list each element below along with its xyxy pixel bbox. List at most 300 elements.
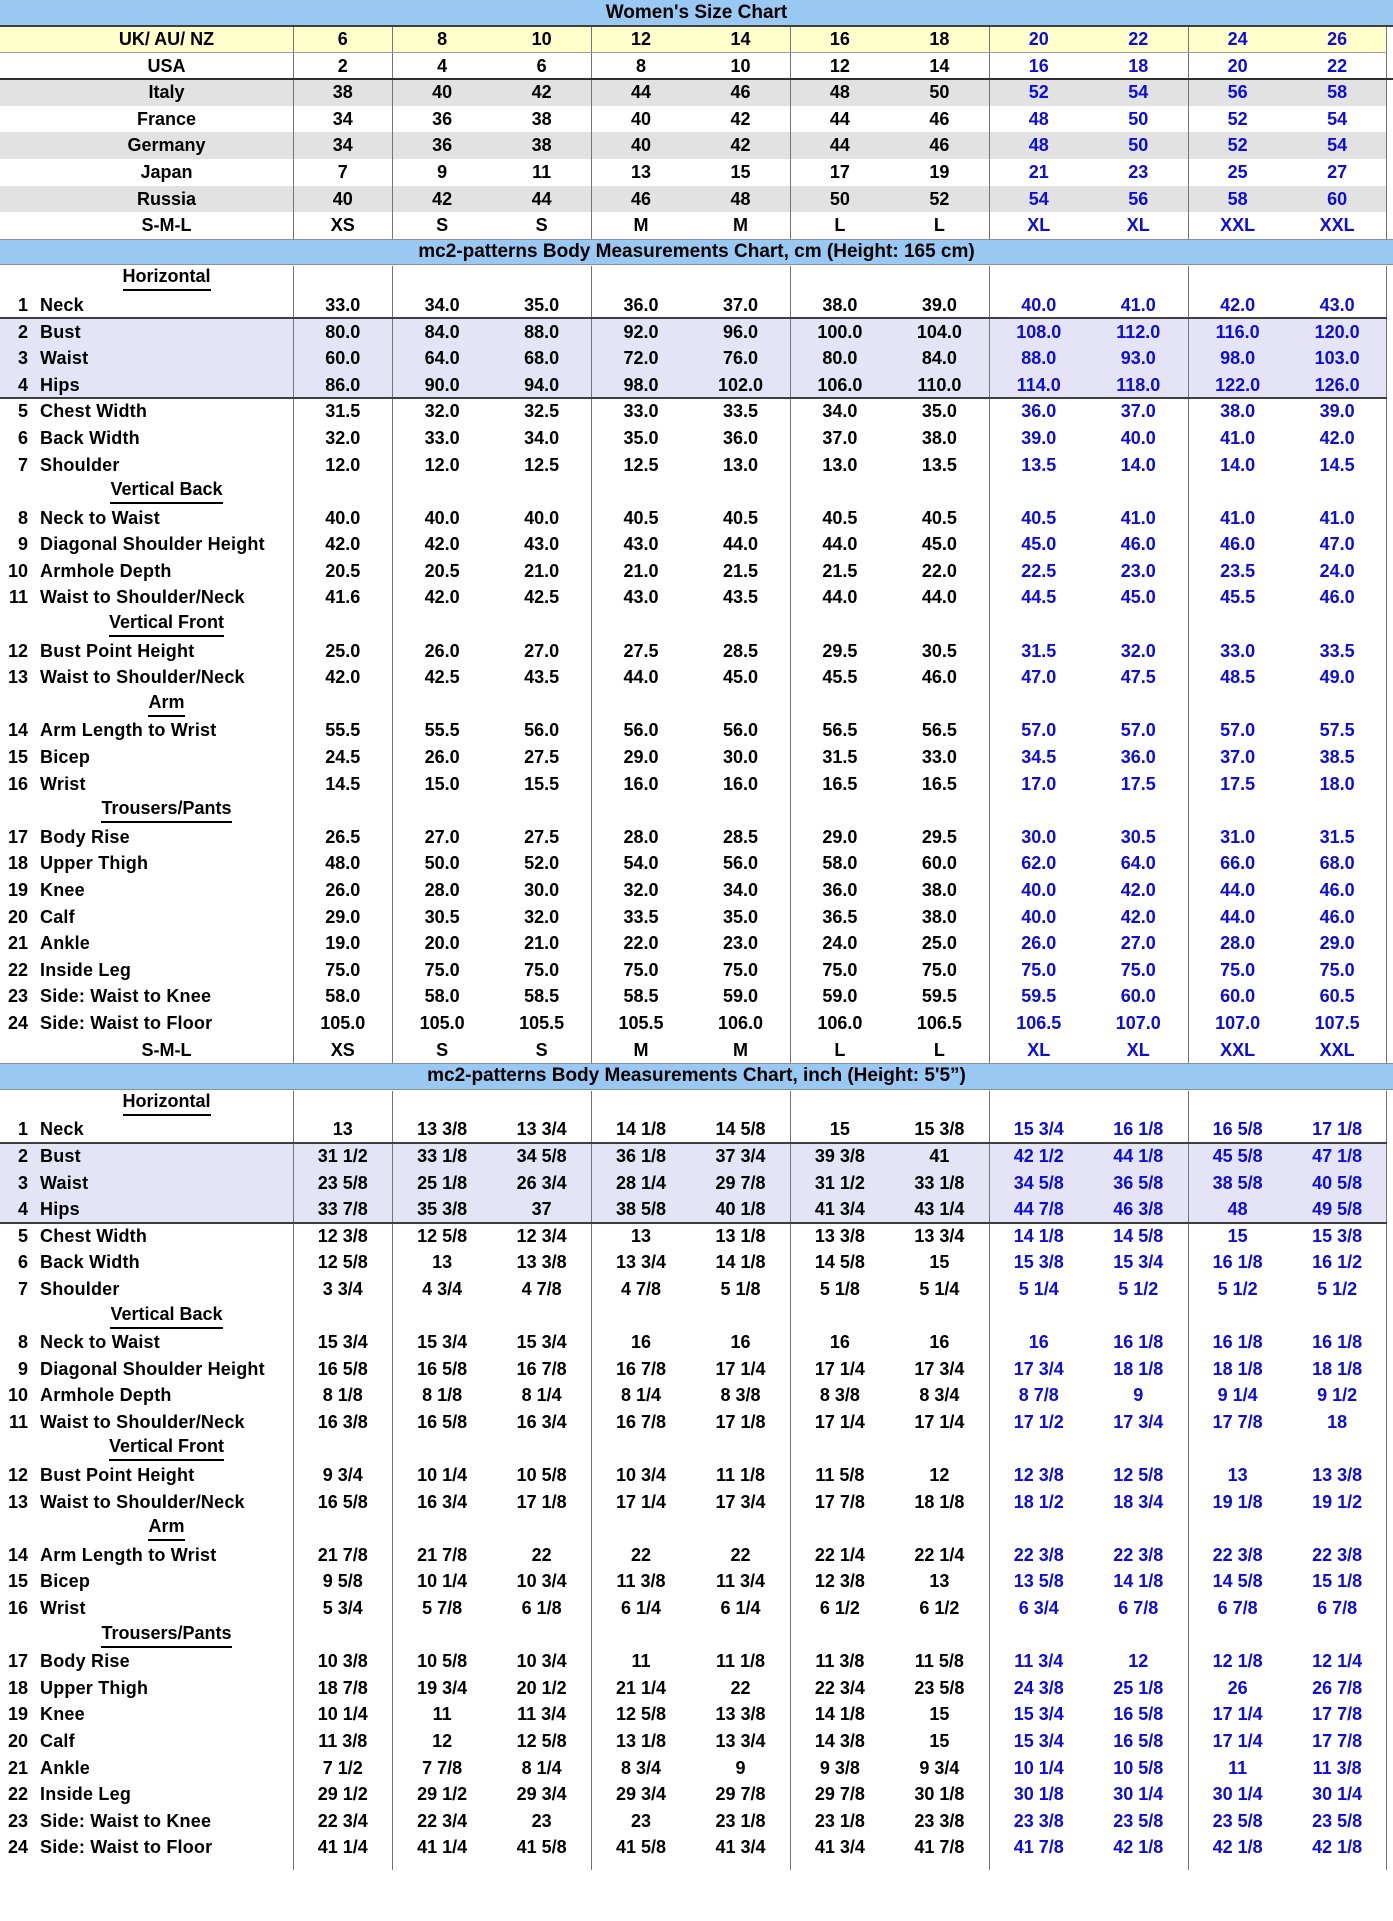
value-cell: 54.0 <box>623 853 659 874</box>
value-cell: 12 5/8 <box>1113 1465 1164 1486</box>
value-cell: 45.0 <box>1120 587 1156 608</box>
value-cell: 39.0 <box>921 294 957 315</box>
value-cell: 14.0 <box>1220 454 1256 475</box>
value-cell: 33 1/8 <box>417 1145 468 1166</box>
measurement-name: Waist <box>40 348 89 369</box>
value-cell: 16 1/2 <box>1312 1252 1363 1273</box>
value-cell: 22 3/8 <box>1212 1544 1263 1565</box>
measurement-name: Ankle <box>40 1757 91 1778</box>
value-cell: 40.5 <box>822 507 858 528</box>
table-row <box>0 904 1387 931</box>
value-cell: 41 5/8 <box>516 1837 567 1858</box>
value-cell: 28.5 <box>722 826 758 847</box>
column-divider-line <box>989 266 990 1063</box>
value-cell: 8 3/8 <box>720 1385 761 1406</box>
value-cell: 17 7/8 <box>814 1491 865 1512</box>
value-cell: 22 3/4 <box>814 1677 865 1698</box>
value-cell: 38 <box>531 108 552 129</box>
value-cell: 46.0 <box>1120 534 1156 555</box>
value-cell: 17 3/4 <box>914 1358 965 1379</box>
value-cell: 15 3/4 <box>1013 1704 1064 1725</box>
value-cell: 17 1/4 <box>814 1358 865 1379</box>
value-cell: 30 1/4 <box>1312 1784 1363 1805</box>
value-cell: 27.5 <box>524 826 560 847</box>
row-number: 3 <box>17 1172 28 1193</box>
row-label: USA <box>147 55 186 76</box>
value-cell: XL <box>1126 1039 1150 1060</box>
value-cell: 47 1/8 <box>1312 1145 1363 1166</box>
table-row <box>0 957 1387 984</box>
value-cell: 50.0 <box>424 853 460 874</box>
table-row <box>0 930 1387 957</box>
value-cell: 13.0 <box>822 454 858 475</box>
measurement-name: Arm Length to Wrist <box>40 720 217 741</box>
measurement-name: Diagonal Shoulder Height <box>40 1358 265 1379</box>
value-cell: 23.0 <box>722 933 758 954</box>
value-cell: 43.0 <box>623 534 659 555</box>
value-cell: 13 3/8 <box>1312 1465 1363 1486</box>
value-cell: 29.0 <box>325 906 361 927</box>
row-label <box>0 1170 293 1197</box>
value-cell: 9 1/2 <box>1317 1385 1358 1406</box>
value-cell: 50 <box>1128 135 1149 156</box>
table-row <box>0 1568 1387 1595</box>
value-cell: 44 <box>531 188 552 209</box>
value-cell: 43.0 <box>1319 294 1355 315</box>
measurement-name: Body Rise <box>40 826 130 847</box>
row-label <box>0 558 293 585</box>
value-cell: 13 1/8 <box>715 1225 766 1246</box>
value-cell: 36.0 <box>722 427 758 448</box>
value-cell: 44.0 <box>822 587 858 608</box>
value-cell: 16 7/8 <box>516 1358 567 1379</box>
measurement-name: Upper Thigh <box>40 853 149 874</box>
value-cell: XL <box>1126 215 1150 236</box>
value-cell: 13 5/8 <box>1013 1571 1064 1592</box>
row-label: France <box>136 108 197 129</box>
value-cell: 23 <box>531 1810 552 1831</box>
row-divider-line <box>0 1222 1387 1224</box>
value-cell: 26.0 <box>325 880 361 900</box>
value-cell: 29.5 <box>822 640 858 661</box>
value-cell: 24 3/8 <box>1013 1677 1064 1698</box>
value-cell: 88.0 <box>524 321 560 342</box>
row-label <box>0 398 293 425</box>
table-row <box>0 1728 1387 1755</box>
value-cell: 16 5/8 <box>1113 1731 1164 1751</box>
row-number: 3 <box>17 348 28 369</box>
value-cell: 13 <box>929 1571 950 1592</box>
value-cell: 6 7/8 <box>1317 1598 1358 1619</box>
value-cell: 33 1/8 <box>914 1172 965 1193</box>
table-row <box>0 452 1387 479</box>
row-label <box>0 1116 293 1143</box>
value-cell: L <box>933 1039 945 1060</box>
value-cell: 13 <box>1227 1465 1248 1486</box>
value-cell: 37.0 <box>1120 401 1156 422</box>
table-row <box>0 372 1387 399</box>
value-cell: 5 1/2 <box>1217 1278 1258 1299</box>
value-cell: 46.0 <box>1319 906 1355 927</box>
measurement-name: Side: Waist to Floor <box>40 1012 213 1033</box>
cm-section-header: mc2-patterns Body Measurements Chart, cm (Height: 165 cm) <box>0 239 1393 266</box>
value-cell: 26.0 <box>1021 933 1057 954</box>
value-cell: 34.0 <box>424 294 460 315</box>
column-divider-line <box>790 26 791 239</box>
value-cell: 8 7/8 <box>1018 1385 1059 1406</box>
value-cell: 55.5 <box>424 720 460 741</box>
value-cell: M <box>732 215 748 236</box>
row-label <box>0 1010 293 1037</box>
measurement-name: Chest Width <box>40 401 148 422</box>
row-label <box>0 1462 293 1489</box>
value-cell: 38.0 <box>822 294 858 315</box>
value-cell: 38.0 <box>921 427 957 448</box>
value-cell: 38.0 <box>1220 401 1256 422</box>
row-label <box>0 1382 293 1409</box>
subtitle-cell <box>0 1303 293 1330</box>
value-cell: 44.0 <box>722 534 758 555</box>
value-cell: 21.0 <box>524 560 560 581</box>
value-cell: 17.0 <box>1021 773 1057 794</box>
value-cell: 16.0 <box>623 773 659 794</box>
section-subtitle-row <box>0 1622 1387 1649</box>
value-cell: 12 5/8 <box>417 1225 468 1246</box>
row-label <box>0 638 293 665</box>
measurement-name: Side: Waist to Floor <box>40 1837 213 1858</box>
value-cell: 40 <box>631 135 652 156</box>
value-cell: 27.5 <box>524 747 560 768</box>
value-cell: 110.0 <box>917 374 962 395</box>
section-subtitle: Horizontal <box>123 1090 211 1116</box>
table-row <box>0 106 1387 133</box>
row-number: 13 <box>7 667 28 688</box>
value-cell: 72.0 <box>623 348 659 369</box>
table-row <box>0 983 1387 1010</box>
measurement-name: Hips <box>40 374 80 395</box>
table-row <box>0 26 1387 53</box>
value-cell: 52 <box>1227 108 1248 129</box>
value-cell: 12 1/8 <box>1212 1651 1263 1672</box>
value-cell: 11 <box>631 1651 651 1672</box>
value-cell: 105.5 <box>618 1012 664 1033</box>
value-cell: 14 5/8 <box>1212 1571 1263 1592</box>
value-cell: 30.0 <box>1021 826 1057 847</box>
value-cell: 33.0 <box>1220 640 1256 661</box>
inch-measurements-table <box>0 1090 1393 1861</box>
value-cell: 107.0 <box>1215 1012 1261 1033</box>
value-cell: 41 <box>929 1145 950 1166</box>
value-cell: 44.0 <box>822 534 858 555</box>
value-cell: 34 <box>332 108 353 129</box>
value-cell: 16 5/8 <box>1113 1704 1164 1725</box>
value-cell: 16 5/8 <box>1212 1119 1263 1140</box>
value-cell: 106.5 <box>1016 1012 1062 1033</box>
value-cell: 30 1/8 <box>914 1784 965 1805</box>
value-cell: 21.5 <box>722 560 758 581</box>
value-cell: 9 3/4 <box>919 1757 960 1778</box>
value-cell: 25 1/8 <box>417 1172 468 1193</box>
value-cell: 26.0 <box>424 640 460 661</box>
table-row <box>0 1143 1387 1170</box>
value-cell: 9 <box>1133 1385 1144 1406</box>
row-label: UK/ AU/ NZ <box>118 29 215 49</box>
column-divider-line <box>293 1091 294 1870</box>
value-cell: 107.0 <box>1115 1012 1161 1033</box>
value-cell: 103.0 <box>1314 348 1360 369</box>
value-cell: 54 <box>1327 108 1348 129</box>
value-cell: 5 7/8 <box>422 1598 463 1619</box>
value-cell: 35.0 <box>722 906 758 927</box>
row-label <box>0 505 293 532</box>
value-cell: 35.0 <box>524 294 560 315</box>
value-cell: 15 3/4 <box>317 1332 368 1353</box>
section-subtitle-row <box>0 265 1387 292</box>
subtitle-cell <box>0 1515 293 1542</box>
value-cell: 26 3/4 <box>516 1172 567 1193</box>
value-cell: 21.0 <box>623 560 659 581</box>
table-row <box>0 1037 1387 1064</box>
row-label <box>0 1542 293 1569</box>
value-cell: 15.5 <box>524 773 560 794</box>
measurement-name: Hips <box>40 1199 80 1220</box>
value-cell: 5 3/4 <box>322 1598 363 1619</box>
value-cell: 10 5/8 <box>1113 1757 1164 1778</box>
value-cell: 16 5/8 <box>317 1491 368 1512</box>
value-cell: 8 3/4 <box>621 1757 662 1778</box>
value-cell: 11 1/8 <box>715 1465 765 1486</box>
value-cell: 42.5 <box>424 667 460 688</box>
measurement-name: Armhole Depth <box>40 1385 172 1406</box>
value-cell: 84.0 <box>921 348 957 369</box>
value-cell: 56 <box>1128 188 1149 209</box>
value-cell: 31.5 <box>1021 640 1057 661</box>
value-cell: 41 1/4 <box>417 1837 468 1858</box>
row-number: 6 <box>17 427 28 448</box>
value-cell: 90.0 <box>424 374 460 395</box>
value-cell: 26 <box>1227 1677 1248 1698</box>
value-cell: 42.0 <box>424 587 460 608</box>
value-cell: 31.5 <box>325 401 361 422</box>
value-cell: 22 3/8 <box>1113 1544 1164 1565</box>
value-cell: 15 1/8 <box>1312 1571 1363 1592</box>
section-subtitle-row <box>0 1515 1387 1542</box>
value-cell: 13 <box>631 1225 652 1246</box>
value-cell: 17 1/4 <box>814 1411 865 1432</box>
section-subtitle-row <box>0 1435 1387 1462</box>
value-cell: 42.0 <box>325 667 361 688</box>
value-cell: 41.0 <box>1220 427 1256 448</box>
value-cell: 68.0 <box>524 348 560 369</box>
value-cell: 32.0 <box>623 880 659 900</box>
section-subtitle: Horizontal <box>123 265 211 291</box>
value-cell: 35.0 <box>921 401 957 422</box>
value-cell: 41 7/8 <box>1013 1837 1064 1858</box>
value-cell: 16 <box>631 1332 652 1353</box>
value-cell: 16 5/8 <box>417 1411 468 1432</box>
value-cell: 13 3/8 <box>814 1225 865 1246</box>
value-cell: 22 <box>631 1544 652 1565</box>
value-cell: 13 3/4 <box>516 1119 567 1140</box>
value-cell: 75.0 <box>524 959 560 980</box>
measurement-name: Armhole Depth <box>40 560 172 581</box>
row-number: 2 <box>17 1145 28 1166</box>
column-divider-line <box>392 26 393 239</box>
row-label <box>0 1329 293 1356</box>
value-cell: 36.5 <box>822 906 858 927</box>
measurement-name: Neck <box>40 1119 84 1140</box>
value-cell: 32.0 <box>524 906 560 927</box>
value-cell: 34 5/8 <box>1013 1172 1064 1193</box>
value-cell: 43.5 <box>722 587 758 608</box>
row-label: S-M-L <box>141 1039 192 1060</box>
row-label <box>0 372 293 399</box>
value-cell: 41 3/4 <box>715 1837 766 1858</box>
value-cell: 35 3/8 <box>417 1199 468 1220</box>
value-cell: 41.0 <box>1319 507 1355 528</box>
value-cell: 59.5 <box>921 986 957 1007</box>
measurement-name: Neck to Waist <box>40 1332 160 1353</box>
section-subtitle-row <box>0 478 1387 505</box>
column-divider-line <box>989 26 990 239</box>
value-cell: 41.0 <box>1120 507 1156 528</box>
value-cell: 42 <box>730 108 751 129</box>
table-row <box>0 159 1387 186</box>
table-row <box>0 1542 1387 1569</box>
value-cell: 13 3/8 <box>417 1119 468 1140</box>
table-row <box>0 1675 1387 1702</box>
value-cell: 56.0 <box>524 720 560 741</box>
table-row <box>0 1170 1387 1197</box>
value-cell: 14 1/8 <box>616 1119 667 1140</box>
value-cell: 12 3/8 <box>1013 1465 1064 1486</box>
table-row <box>0 744 1387 771</box>
value-cell: 22 <box>1128 29 1149 49</box>
value-cell: 44.0 <box>1220 880 1256 900</box>
value-cell: 22 1/4 <box>814 1544 865 1565</box>
value-cell: 40.0 <box>1120 427 1156 448</box>
value-cell: 16 1/8 <box>1212 1332 1263 1353</box>
value-cell: 43 1/4 <box>914 1199 965 1220</box>
value-cell: 12 5/8 <box>516 1731 567 1751</box>
row-number: 16 <box>7 773 28 794</box>
value-cell: 27.5 <box>623 640 659 661</box>
measurement-name: Waist <box>40 1172 89 1193</box>
value-cell: 14.0 <box>1120 454 1156 475</box>
value-cell: 59.5 <box>1021 986 1057 1007</box>
value-cell: 6 1/2 <box>919 1598 960 1619</box>
value-cell: 33.0 <box>921 747 957 768</box>
value-cell: 44 7/8 <box>1013 1199 1064 1220</box>
value-cell: 47.0 <box>1021 667 1057 688</box>
row-divider-line <box>0 25 1393 27</box>
value-cell: 12 <box>1128 1651 1149 1672</box>
value-cell: 17 1/8 <box>1312 1119 1363 1140</box>
value-cell: 14 <box>929 55 950 76</box>
value-cell: 94.0 <box>524 374 560 395</box>
value-cell: 76.0 <box>722 348 758 369</box>
row-number: 21 <box>7 1757 28 1778</box>
value-cell: 100.0 <box>817 321 863 342</box>
value-cell: 40.0 <box>1021 294 1057 315</box>
subtitle-cell <box>0 1622 293 1649</box>
value-cell: 27.0 <box>1120 933 1156 954</box>
measurement-name: Bicep <box>40 1571 91 1592</box>
value-cell: 40.0 <box>1021 906 1057 927</box>
table-row <box>0 877 1387 904</box>
value-cell: 120.0 <box>1314 321 1360 342</box>
value-cell: 40 1/8 <box>715 1199 766 1220</box>
value-cell: 49.0 <box>1319 667 1355 688</box>
value-cell: 7 <box>337 161 348 182</box>
value-cell: 44 <box>631 82 652 103</box>
table-row <box>0 398 1387 425</box>
measurement-name: Waist to Shoulder/Neck <box>40 1491 245 1512</box>
value-cell: 6 1/4 <box>720 1598 761 1619</box>
value-cell: 2 <box>337 55 348 76</box>
value-cell: 54 <box>1128 82 1149 103</box>
table-row <box>0 531 1387 558</box>
value-cell: 17 1/8 <box>715 1411 766 1432</box>
value-cell: 6 1/2 <box>819 1598 860 1619</box>
value-cell: 45.5 <box>822 667 858 688</box>
row-label: Italy <box>148 82 185 103</box>
row-number: 23 <box>7 1810 28 1831</box>
value-cell: 12.0 <box>325 454 361 475</box>
value-cell: 40.5 <box>1021 507 1057 528</box>
value-cell: 12 5/8 <box>616 1704 667 1725</box>
row-number: 17 <box>7 1651 28 1672</box>
value-cell: 42 1/8 <box>1212 1837 1263 1858</box>
table-row <box>0 292 1387 319</box>
value-cell: 29.0 <box>822 826 858 847</box>
value-cell: 10 <box>531 29 552 49</box>
value-cell: XXL <box>1319 215 1355 236</box>
row-label <box>0 824 293 851</box>
table-row <box>0 345 1387 372</box>
row-label <box>0 319 293 346</box>
value-cell: 37.0 <box>1220 747 1256 768</box>
column-divider-line <box>790 1091 791 1870</box>
value-cell: 33.5 <box>722 401 758 422</box>
value-cell: 35.0 <box>623 427 659 448</box>
value-cell: 39.0 <box>1319 401 1355 422</box>
row-label <box>0 904 293 931</box>
value-cell: 36.0 <box>1120 747 1156 768</box>
value-cell: 33.0 <box>424 427 460 448</box>
value-cell: 30 1/8 <box>1013 1784 1064 1805</box>
value-cell: 22 <box>730 1677 751 1698</box>
value-cell: 44 1/8 <box>1113 1145 1164 1166</box>
value-cell: 106.0 <box>817 374 863 395</box>
value-cell: 15 <box>929 1731 950 1751</box>
value-cell: 46 3/8 <box>1113 1199 1164 1220</box>
value-cell: 18 <box>1327 1411 1348 1432</box>
value-cell: 17 3/4 <box>715 1491 766 1512</box>
value-cell: 8 <box>437 29 448 49</box>
value-cell: 33.0 <box>623 401 659 422</box>
value-cell: 40.5 <box>623 507 659 528</box>
measurement-name: Shoulder <box>40 1278 120 1299</box>
value-cell: 11 <box>532 161 552 182</box>
value-cell: 46.0 <box>921 667 957 688</box>
value-cell: 43.0 <box>623 587 659 608</box>
value-cell: 30.0 <box>722 747 758 768</box>
value-cell: 4 <box>437 55 448 76</box>
value-cell: 3 3/4 <box>322 1278 363 1299</box>
value-cell: 34.0 <box>722 880 758 900</box>
value-cell: 25.0 <box>325 640 361 661</box>
